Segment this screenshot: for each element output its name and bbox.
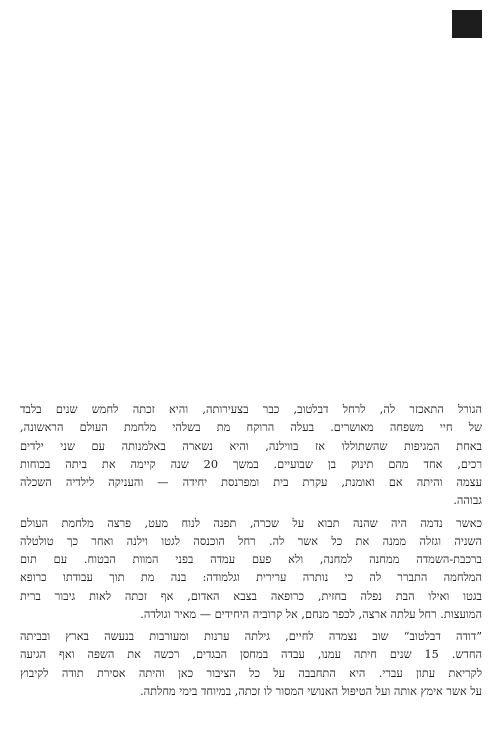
text-line: באחת המגיפות שהשתוללו אז בווילנה, והיא נשארה באלמנותה עם שני ילדים [20, 439, 482, 453]
text-line: ”דודה דבלטוב“ שוב נצמדה לחיים, גילתה ערנות ומעורבות בנעשה בארץ ובביתה [20, 630, 482, 643]
memorial-text [20, 401, 482, 705]
text-line: המלחמה התברר לה כי נותרה ערירית וגלמודה: בנה מת תוך עבודתו כרופא [20, 571, 482, 585]
text-line: הגורל התאכזר לה, לרחל דבלטוב, כבר בצעירותה, והיא זכתה לחמש שנים בלבד [20, 403, 482, 416]
text-line: בגטו ואילו הבת נפלה בחזית, כרופאה בצבא האדום, אף זכתה לאות גיבור ברית [20, 589, 482, 603]
text-line: לקריאת עתון עברי. היא התחבבה על כל הציבור כאן והיתה אסירת תודה לקיבוץ [20, 666, 482, 680]
corner-marker-square [452, 10, 482, 38]
text-line: עצמה והיתה אם ואומנת, עקרת בית ומפרנסת יחידה — והעניקה לילדיה השכלה [20, 476, 482, 489]
text-line: כאשר נדמה היה שהנה תבוא על שכרה, תפנה לנוח מעט, פרצה מלחמת העולם [20, 516, 482, 530]
text-line: החדש. 15 שנים חיתה עמנו, עבדה במחסן הבגדים, רכשה את השפה ואף הגיעה [20, 648, 483, 662]
paragraph-3 [20, 628, 482, 701]
paragraph-2 [20, 515, 482, 625]
text-line: השניה וגזלה ממנה את כל אשר לה. רחל הוכנסה לגטו וילנה ואחר כך טולטלה [20, 534, 482, 548]
paragraph-1 [20, 401, 482, 511]
text-line: גבוהה. [453, 494, 482, 508]
text-line: של חיי משפחה מאושרים. בעלה הרוקח מת בשלהי מלחמת העולם הראשונה, [20, 421, 482, 435]
text-line: רכים, אחד מהם תינוק בן שבועיים. במשך 20 שנה קיימה את ביתה בכוחות [20, 457, 482, 471]
text-line: על אשר אימץ אותה ועל הטיפול האנושי המסור לו זכתה, במיוחד בימי מחלתה. [140, 684, 482, 698]
text-line: המועצות. רחל עלתה ארצה, לכפר מנחם, אל קרוביה היחידים — מאיר וגולדה. [140, 607, 482, 621]
text-line: ברכבת-השמדה ממחנה למחנה, ולא פעם עמדה בפני המוות הבטוח. עם תום [20, 553, 482, 566]
